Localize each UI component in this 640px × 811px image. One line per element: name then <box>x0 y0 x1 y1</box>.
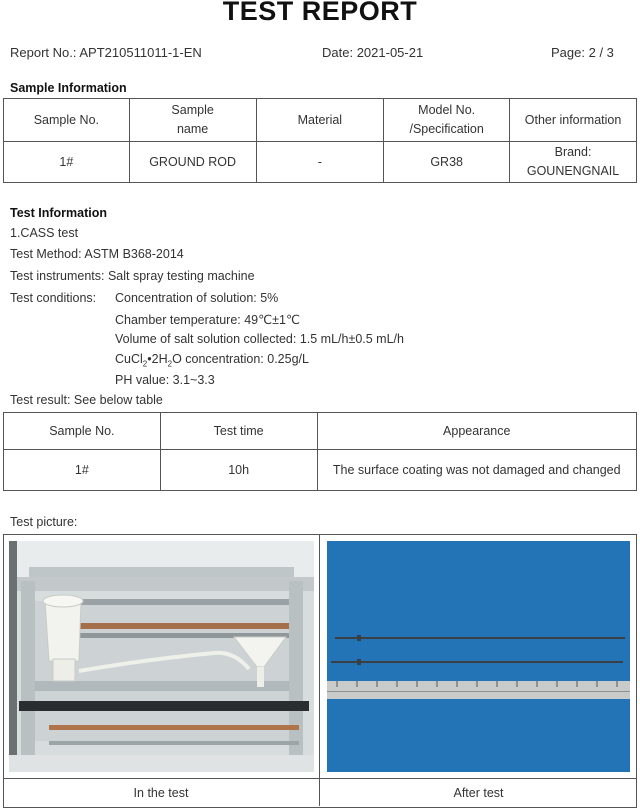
material-cell: - <box>256 142 384 183</box>
cucl-suffix: O concentration: 0.25g/L <box>172 352 309 366</box>
report-date <box>322 45 423 60</box>
test-picture-label: Test picture: <box>10 515 78 529</box>
test-result <box>10 393 163 407</box>
test-info-heading: Test Information <box>10 206 107 220</box>
model-cell: GR38 <box>384 142 510 183</box>
test-instruments-label: Test instruments: <box>10 269 105 283</box>
sample-info-data-row <box>4 142 637 183</box>
result-header-row <box>4 413 637 450</box>
cucl-mid: •2H <box>147 352 168 366</box>
test-instruments-value: Salt spray testing machine <box>107 269 255 283</box>
brand-value: GOUNENGNAIL <box>526 164 620 178</box>
test-method-label: Test Method: <box>10 247 82 261</box>
header-line: name <box>176 122 209 136</box>
condition-volume: Volume of salt solution collected: 1.5 mL/h±0.5 mL/h <box>115 332 404 346</box>
salt-spray-chamber-photo <box>9 541 314 772</box>
report-page <box>551 45 614 60</box>
report-number <box>10 45 202 60</box>
cucl-sub1: 2 <box>142 359 148 369</box>
report-date-label: Date: <box>322 45 354 60</box>
sample-info-table <box>3 98 637 183</box>
result-time-cell: 10h <box>160 450 317 491</box>
test-result-label: Test result: <box>10 393 71 407</box>
test-instruments <box>10 269 255 283</box>
result-data-row <box>4 450 637 491</box>
report-page-value: 2 / 3 <box>588 45 614 60</box>
header-cell: Sample No. <box>4 99 130 142</box>
test-method <box>10 247 184 261</box>
test-method-value: ASTM B368-2014 <box>84 247 184 261</box>
header-cell: Test time <box>160 413 317 450</box>
caption-divider <box>3 778 637 779</box>
other-info-cell <box>510 142 637 183</box>
condition-ph: PH value: 3.1~3.3 <box>115 373 215 387</box>
condition-chamber: Chamber temperature: 49℃±1℃ <box>115 313 301 327</box>
result-table <box>3 412 637 491</box>
sample-name-cell: GROUND ROD <box>129 142 256 183</box>
cucl-prefix: CuCl <box>115 352 143 366</box>
result-sample-no-cell: 1# <box>4 450 161 491</box>
test-conditions-label: Test conditions: <box>10 291 97 305</box>
sample-no-cell: 1# <box>4 142 130 183</box>
report-page-label: Page: <box>551 45 585 60</box>
in-test-caption: In the test <box>133 786 189 800</box>
test-name: 1.CASS test <box>10 226 79 240</box>
brand-label: Brand: <box>554 145 592 159</box>
header-cell: Material <box>256 99 384 142</box>
header-line: /Specification <box>409 122 484 136</box>
sample-info-header-row <box>4 99 637 142</box>
header-line: Sample <box>171 103 214 117</box>
report-number-label: Report No.: <box>10 45 77 60</box>
condition-cucl <box>115 352 309 369</box>
after-test-rods-photo <box>327 541 630 772</box>
sample-info-heading: Sample Information <box>10 81 127 95</box>
header-cell <box>129 99 256 142</box>
report-title: TEST REPORT <box>222 0 418 26</box>
header-cell: Appearance <box>317 413 637 450</box>
header-cell: Sample No. <box>4 413 161 450</box>
report-number-value: APT210511011-1-EN <box>79 45 202 60</box>
result-appearance-cell: The surface coating was not damaged and changed <box>317 450 637 491</box>
header-cell <box>384 99 510 142</box>
header-line: Model No. <box>418 103 476 117</box>
condition-concentration: Concentration of solution: 5% <box>115 291 279 305</box>
cucl-sub2: 2 <box>167 359 173 369</box>
header-cell: Other information <box>510 99 637 142</box>
test-result-value: See below table <box>73 393 163 407</box>
report-date-value: 2021-05-21 <box>356 45 424 60</box>
after-test-caption: After test <box>453 786 504 800</box>
photo-divider <box>319 534 320 806</box>
